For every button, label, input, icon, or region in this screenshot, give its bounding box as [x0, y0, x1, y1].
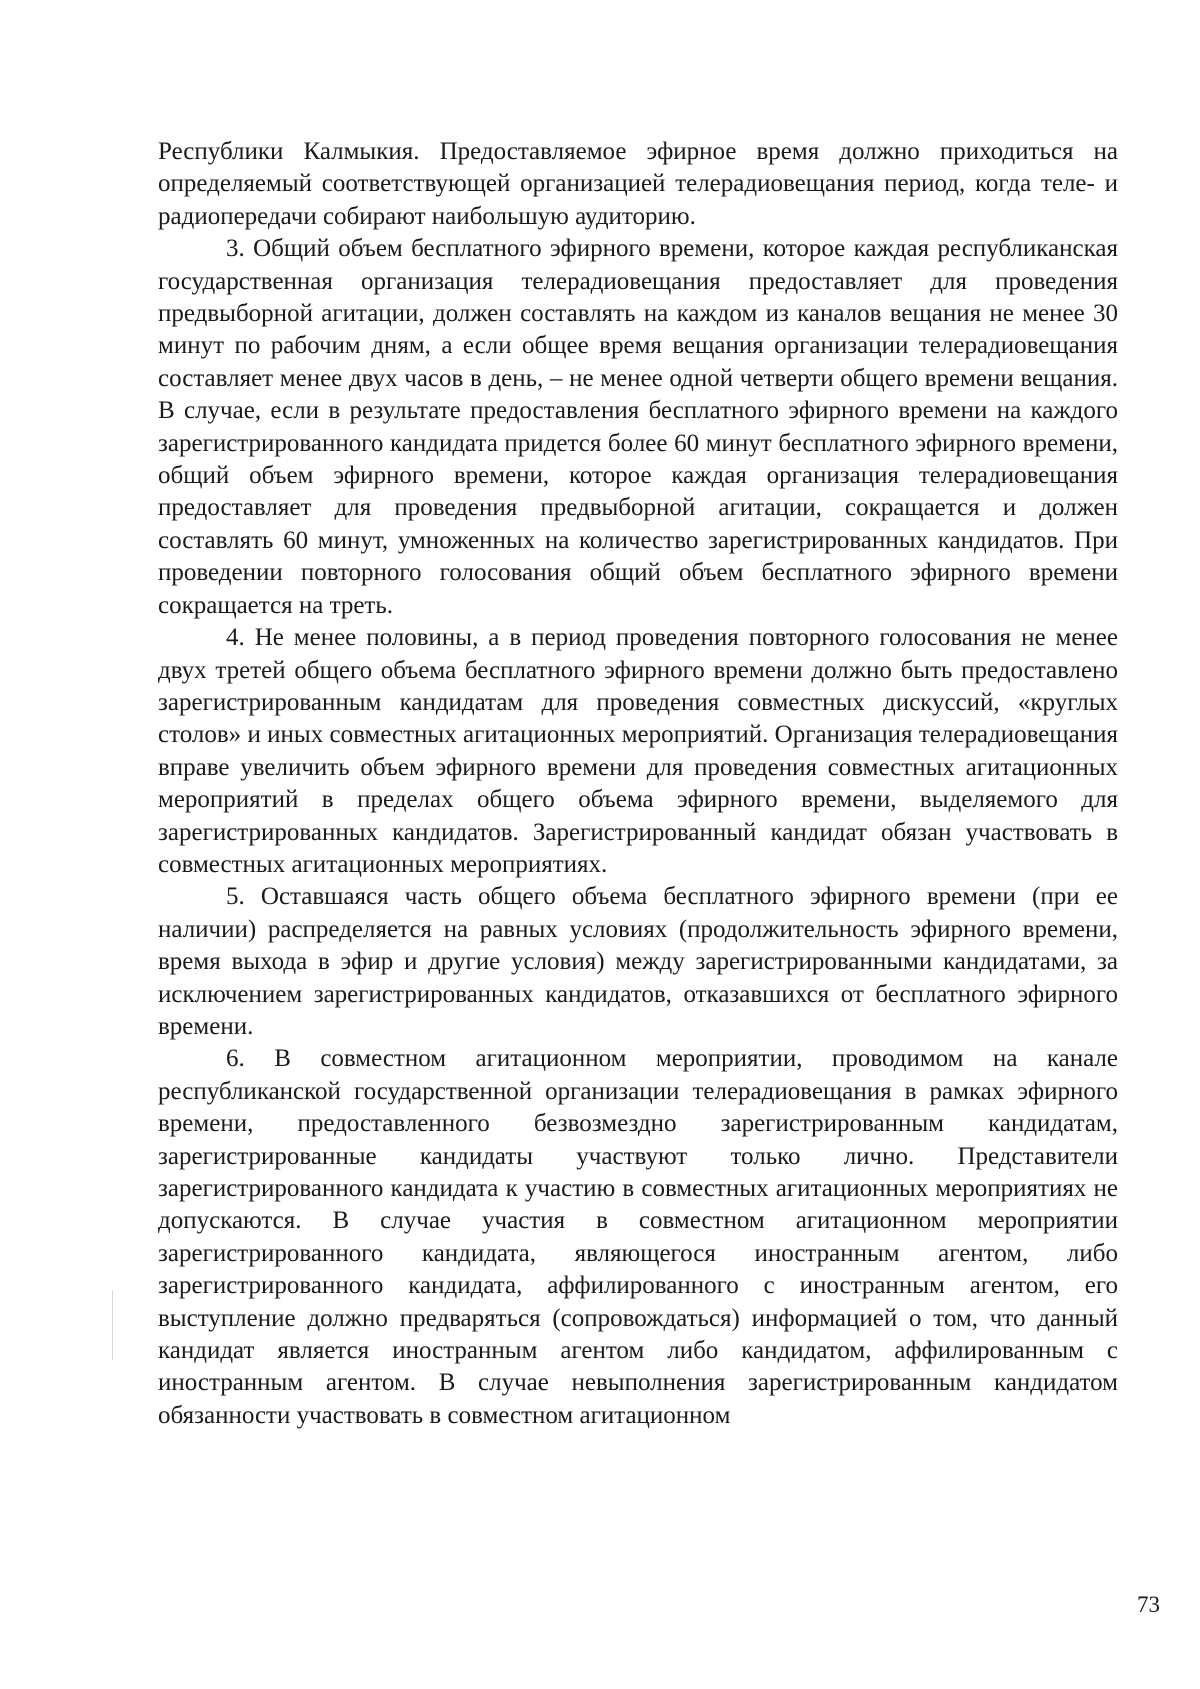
- page-number: 73: [1137, 1592, 1160, 1617]
- scan-margin-mark: [112, 1290, 113, 1360]
- paragraph-item-3: 3. Общий объем бесплатного эфирного времени, которое каждая республиканская государственная организация телерадиовещания предоставляет для проведения предвыборной агитации, должен составлять на каждом из каналов вещания не менее 30 минут по рабочим дням, а если общее время вещания организации телерадиовещания составляет менее двух часов в день, – не менее одной четверти общего времени вещания. В случае, если в результате предоставления бесплатного эфирного времени на каждого зарегистрированного кандидата придется более 60 минут бесплатного эфирного времени, общий объем эфирного времени, которое каждая организация телерадиовещания предоставляет для проведения предвыборной агитации, сокращается и должен составлять 60 минут, умноженных на количество зарегистрированных кандидатов. При проведении повторного голосования общий объем бесплатного эфирного времени сокращается на треть.: [158, 235, 1118, 619]
- paragraph-item-6: 6. В совместном агитационном мероприятии, проводимом на канале республиканской государственной организации телерадиовещания в рамках эфирного времени, предоставленного безвозмездно зарегистрированным кандидатам, зарегистрированные кандидаты участвуют только лично. Представители зарегистрированного кандидата к участию в совместных агитационных мероприятиях не допускаются. В случае участия в совместном агитационном мероприятии зарегистрированного кандидата, являющегося иностранным агентом, либо зарегистрированного кандидата, аффилированного с иностранным агентом, его выступление должно предваряться (сопровождаться) информацией о том, что данный кандидат является иностранным агентом либо кандидатом, аффилированным с иностранным агентом. В случае невыполнения зарегистрированным кандидатом обязанности участвовать в совместном агитационном: [158, 1045, 1118, 1429]
- document-body: [158, 136, 1118, 1432]
- paragraph-item-5: 5. Оставшаяся часть общего объема бесплатного эфирного времени (при ее наличии) распределяется на равных условиях (продолжительность эфирного времени, время выхода в эфир и другие условия) между зарегистрированными кандидатами, за исключением зарегистрированных кандидатов, отказавшихся от бесплатного эфирного времени.: [158, 883, 1118, 1040]
- paragraph-continuation: Республики Калмыкия. Предоставляемое эфирное время должно приходиться на определяемый соответствующей организацией телерадиовещания период, когда теле- и радиопередачи собирают наибольшую аудиторию.: [158, 138, 1118, 230]
- paragraph-item-4: 4. Не менее половины, а в период проведения повторного голосования не менее двух третей общего объема бесплатного эфирного времени должно быть предоставлено зарегистрированным кандидатам для проведения совместных дискуссий, «круглых столов» и иных совместных агитационных мероприятий. Организация телерадиовещания вправе увеличить объем эфирного времени для проведения совместных агитационных мероприятий в пределах общего объема эфирного времени, выделяемого для зарегистрированных кандидатов. Зарегистрированный кандидат обязан участвовать в совместных агитационных мероприятиях.: [158, 624, 1118, 878]
